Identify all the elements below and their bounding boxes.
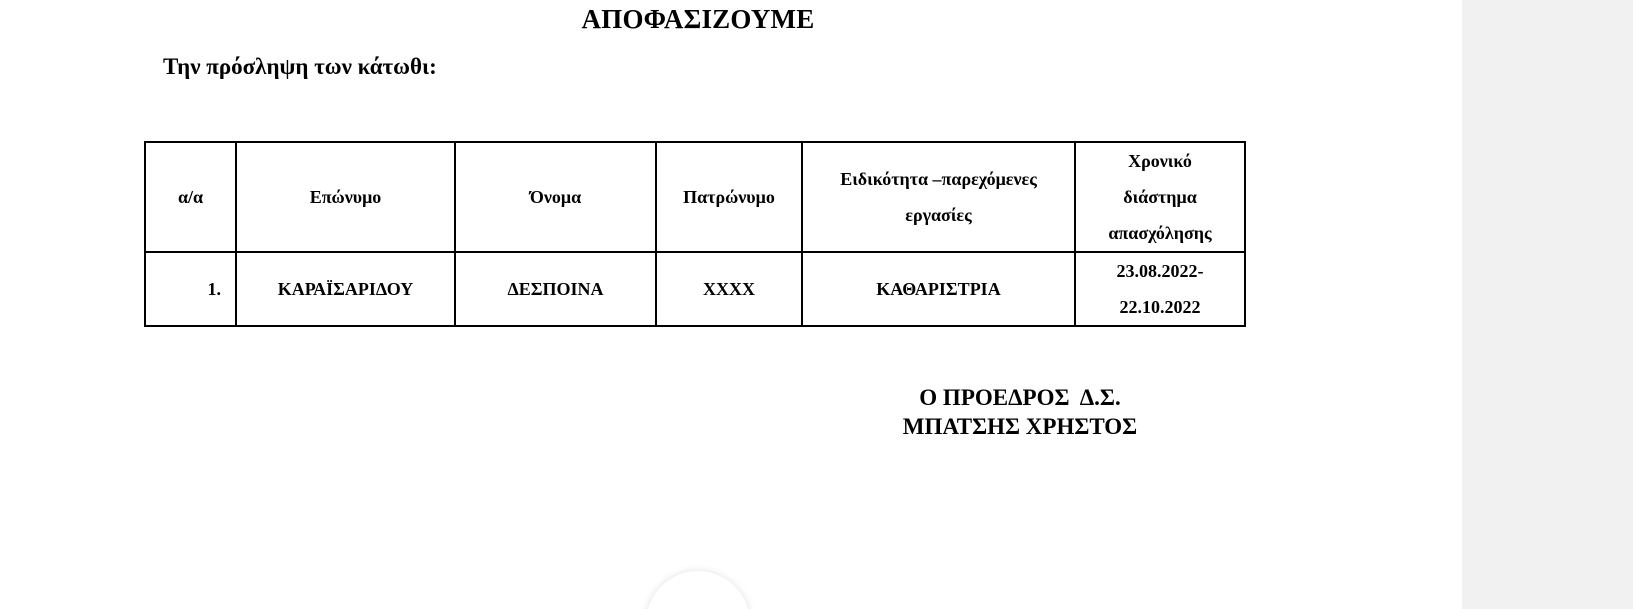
- hires-table: [144, 141, 1246, 327]
- scroll-button-icon[interactable]: [646, 571, 750, 609]
- cell-period-start: 23.08.2022-: [1116, 261, 1204, 281]
- header-surname: Επώνυμο: [236, 142, 455, 252]
- header-father-name: Πατρώνυμο: [656, 142, 802, 252]
- signature-name: ΜΠΑΤΣΗΣ ΧΡΗΣΤΟΣ: [902, 414, 1138, 439]
- header-period-line-1: Χρονικό: [1128, 151, 1192, 171]
- header-name: Όνομα: [455, 142, 656, 252]
- header-specialty-line-1: Ειδικότητα –παρεχόμενες: [840, 169, 1037, 189]
- signature-block: [860, 383, 1180, 441]
- header-period-line-3: απασχόλησης: [1108, 223, 1212, 243]
- header-period: [1075, 142, 1245, 252]
- cell-surname: ΚΑΡΑΪΣΑΡΙΔΟΥ: [236, 252, 455, 326]
- cell-name: ΔΕΣΠΟΙΝΑ: [455, 252, 656, 326]
- document-heading: ΑΠΟΦΑΣΙΖΟΥΜΕ: [581, 4, 815, 34]
- cell-father-name: ΧΧΧΧ: [656, 252, 802, 326]
- cell-aa: 1.: [145, 252, 236, 326]
- header-period-line-2: διάστημα: [1123, 187, 1197, 207]
- cell-period: [1075, 252, 1245, 326]
- header-aa: α/α: [145, 142, 236, 252]
- header-specialty-line-2: εργασίες: [905, 205, 972, 225]
- viewer-side-panel: [1462, 0, 1633, 609]
- header-specialty: [802, 142, 1075, 252]
- signature-title: Ο ΠΡΟΕΔΡΟΣ Δ.Σ.: [919, 385, 1121, 410]
- cell-specialty: ΚΑΘΑΡΙΣΤΡΙΑ: [802, 252, 1075, 326]
- intro-text: Την πρόσληψη των κάτωθι:: [163, 54, 437, 79]
- table-row: [145, 252, 1245, 326]
- cell-period-end: 22.10.2022: [1119, 297, 1201, 317]
- table-header-row: [145, 142, 1245, 252]
